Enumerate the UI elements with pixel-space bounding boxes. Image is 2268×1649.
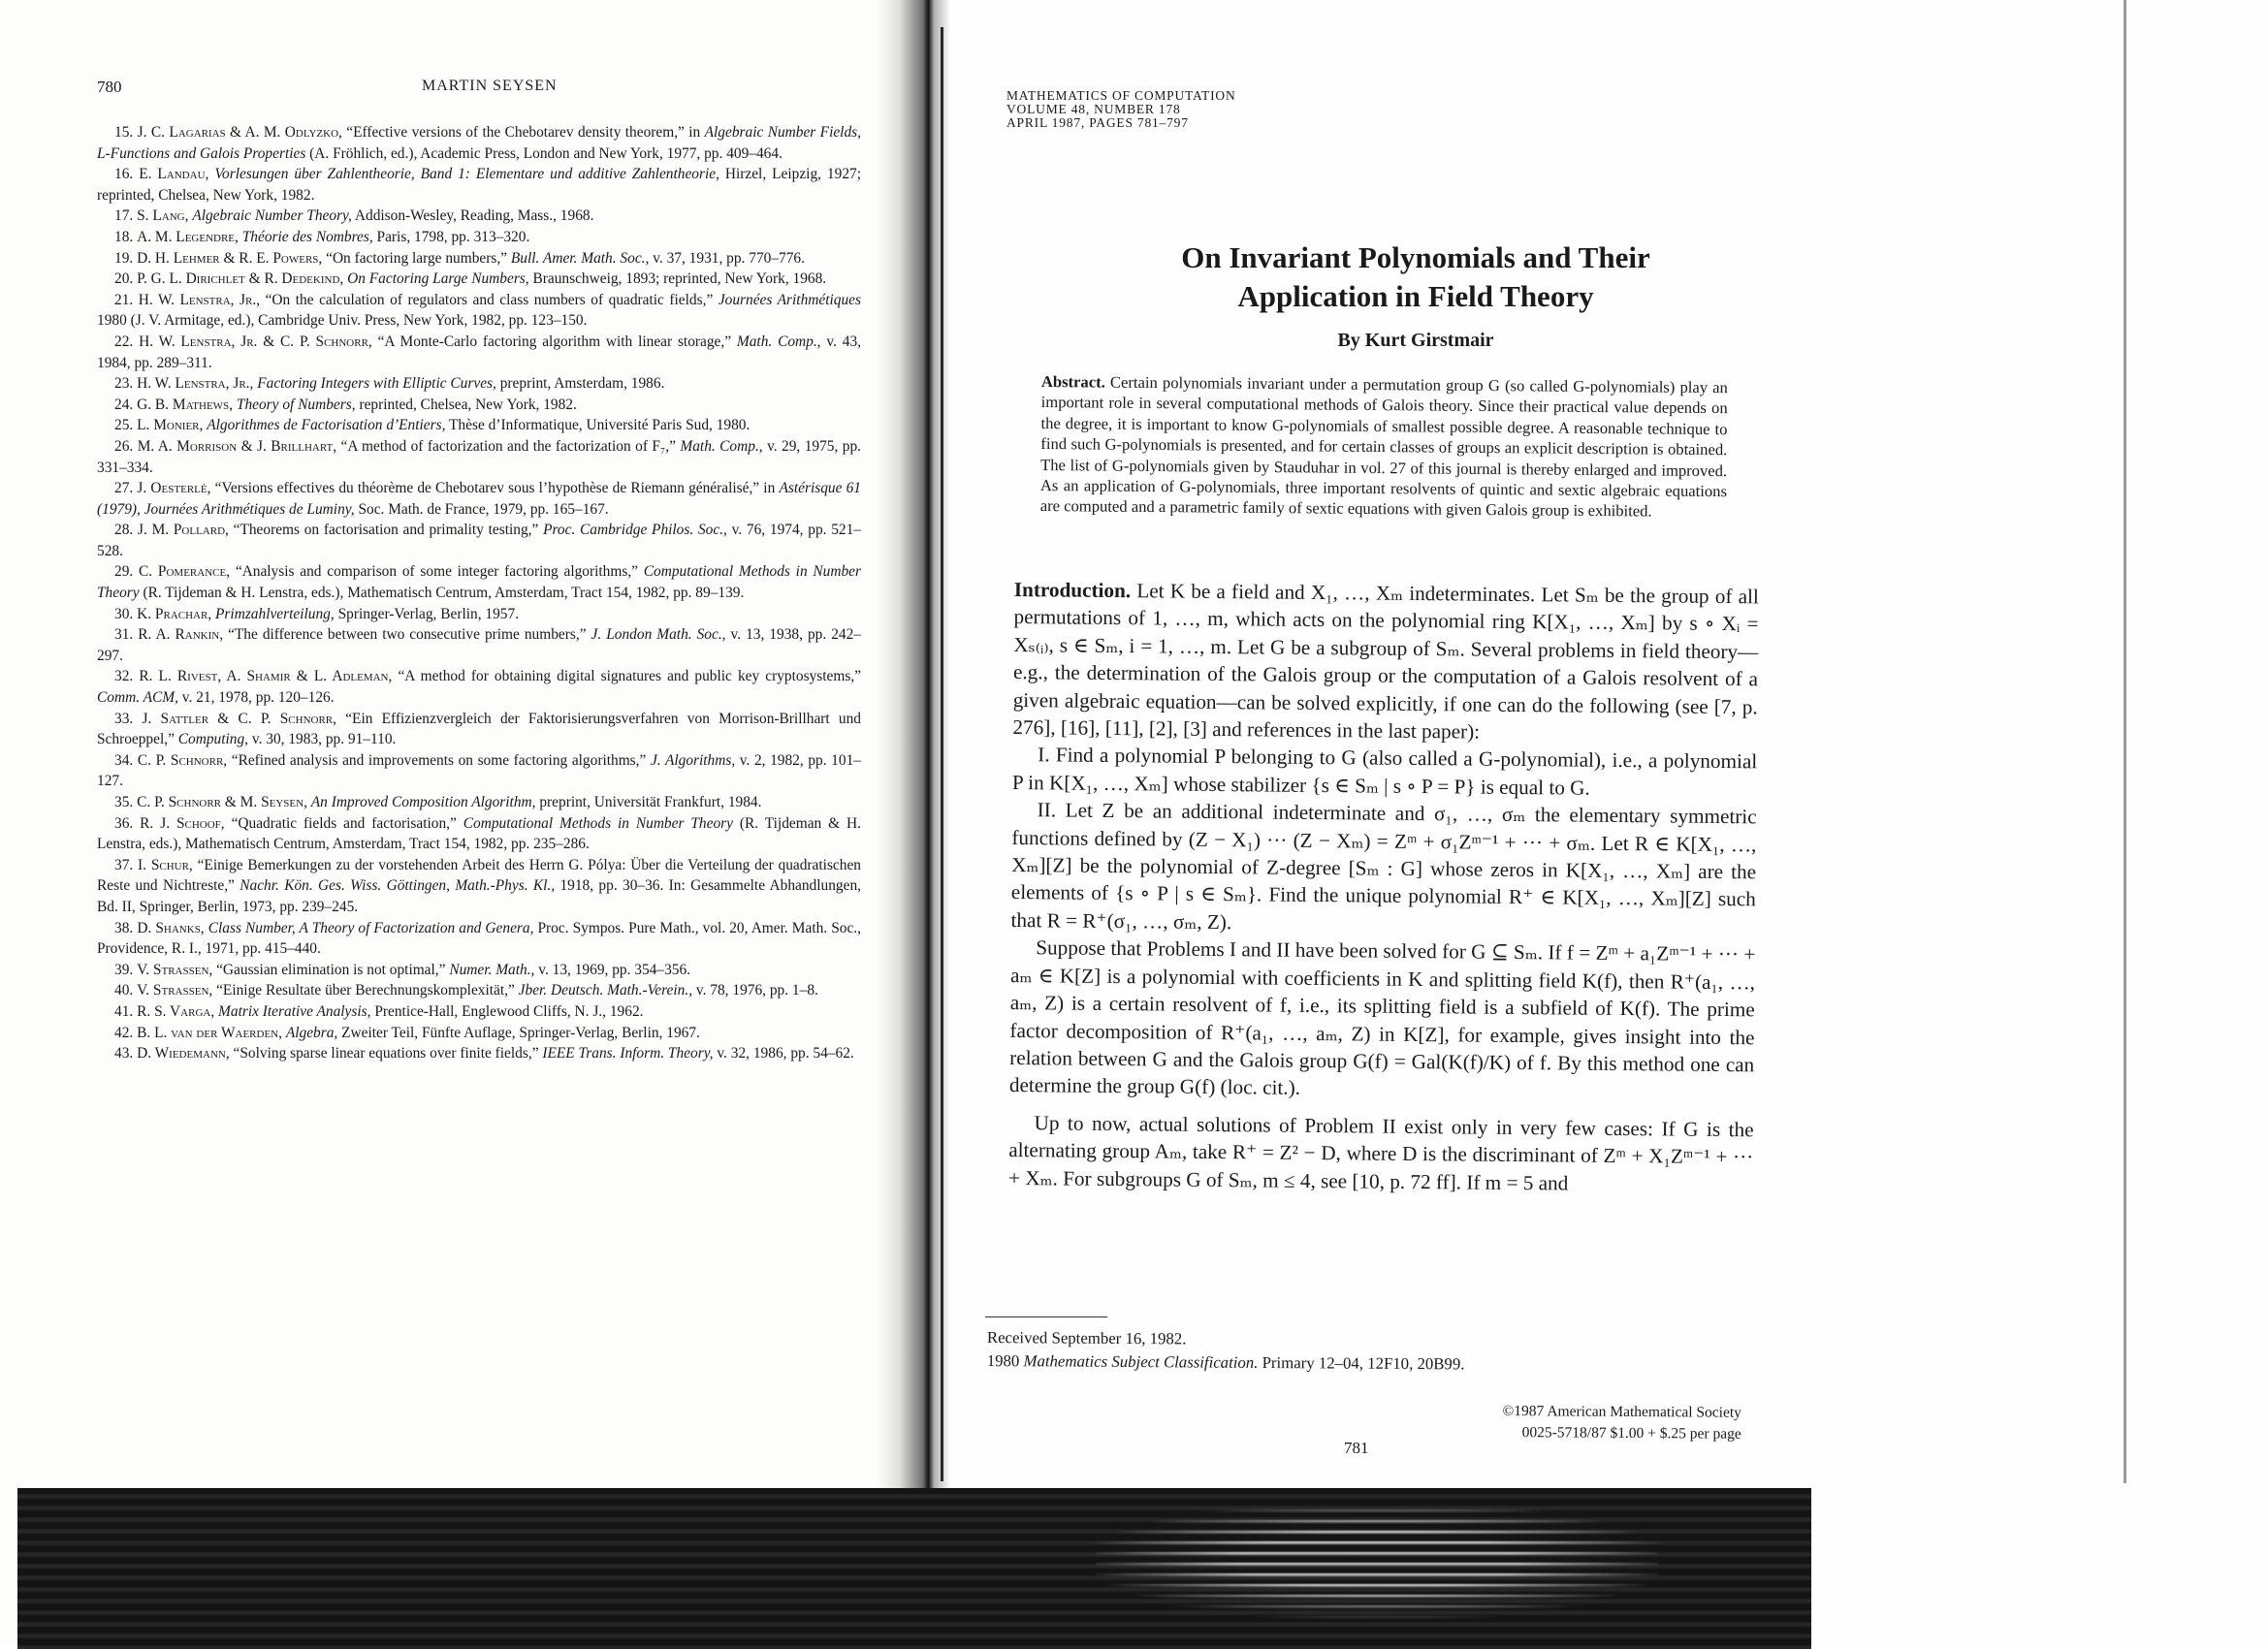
reference-item [97,855,861,918]
reference-text: “Analysis and comparison of some integer factoring algorithms,” [230,563,644,581]
reference-item [97,750,861,792]
reference-details: Braunschweig, 1893; reprinted, New York, 1968. [528,270,827,288]
reference-source: Class Number, A Theory of Factorization and Genera, [208,919,534,936]
footnote-msc-codes: Primary 12–04, 12F10, 20B99. [1258,1352,1465,1374]
reference-authors: D. H. Lehmer & R. E. Powers, [137,249,323,267]
reference-details: v. 43, 1984, pp. 289–311. [97,333,861,371]
reference-source: Vorlesungen über Zahlentheorie, Band 1: Elementare und additive Zahlentheorie, [214,166,719,183]
reference-source: Journées Arithmétiques [718,291,861,308]
reference-number: 26. [114,437,134,455]
reference-text: “Versions effectives du théorème de Chebotarev sous l’hypothèse de Riemann généralisé,” in [210,480,780,497]
reference-item [97,960,861,981]
reference-authors: J. M. Pollard, [138,522,229,539]
reference-authors: V. Strassen, [137,961,213,978]
reference-number: 20. [114,270,134,288]
reference-text: “Theorems on factorisation and primality testing,” [228,522,544,539]
reference-item [97,1001,861,1023]
reference-number: 34. [114,751,134,769]
reference-item [97,1043,861,1064]
journal-info [1006,89,1236,130]
reference-source: Matrix Iterative Analysis, [218,1002,371,1020]
right-page-number: 781 [1344,1439,1369,1457]
reference-details: Springer-Verlag, Berlin, 1957. [334,605,520,622]
paper-title-line-1: On Invariant Polynomials and Their [1181,240,1650,274]
reference-item [97,227,861,248]
reference-authors: V. Strassen, [137,982,213,999]
left-page [0,0,921,1644]
reference-number: 43. [114,1045,134,1062]
reference-source: An Improved Composition Algorithm, [310,794,536,810]
footnote-msc-year: 1980 [986,1351,1024,1371]
reference-details: (R. Tijdeman & H. Lenstra, eds.), Mathematisch Centrum, Amsterdam, Tract 154, 1982, pp. 235–286. [97,814,861,853]
reference-details: v. 13, 1938, pp. 242–297. [97,626,861,664]
paragraph-problem-ii: II. Let Z be an additional indeterminate and σ₁, …, σₘ the elementary symmetric functions defined by (Z − X₁) ··· (Z − Xₘ) = Zᵐ + σ₁Zᵐ⁻¹ + ··· + σₘ. Let R ∈ K[X₁, …, Xₘ][Z] be the polynomial of Z-degree [Sₘ : G] whose zeros in K[X₁, …, Xₘ] are the elements of {s ∘ P | s ∈ Sₘ}. Find the unique polynomial R⁺ ∈ K[X₁, …, Xₘ][Z] such that R = R⁺(σ₁, …, σₘ, Z). [1010,798,1757,935]
reference-number: 25. [114,417,134,434]
reference-authors: D. Shanks, [137,919,205,936]
abstract-label: Abstract. [1040,371,1105,392]
reference-item [97,980,861,1001]
reference-text: “Solving sparse linear equations over finite fields,” [229,1045,543,1062]
reference-authors: H. W. Lenstra, Jr., [138,291,261,308]
reference-authors: C. P. Schnorr, [137,751,228,769]
abstract [1040,371,1728,523]
reference-source: Primzahlverteilung, [215,605,335,622]
reference-source: Comm. ACM, [97,689,178,707]
reference-details: Soc. Math. de France, 1979, pp. 165–167. [354,500,609,518]
reference-text: “A method of factorization and the factorization of F₇,” [336,437,681,455]
reference-details: Addison-Wesley, Reading, Mass., 1968. [351,207,594,225]
reference-authors: H. W. Lenstra, Jr., [137,375,254,393]
reference-item [97,248,861,270]
reference-authors: P. G. L. Dirichlet & R. Dedekind, [137,270,344,288]
reference-details: v. 37, 1931, pp. 770–776. [649,249,805,267]
reference-source: Math. Comp., [680,437,763,455]
reference-details: Thèse d’Informatique, Université Paris Sud, 1980. [445,417,751,434]
book-gutter-shadow [878,0,950,1493]
reference-number: 31. [114,626,134,644]
reference-details: v. 32, 1986, pp. 54–62. [713,1045,854,1062]
reference-text: “The difference between two consecutive prime numbers,” [223,626,591,644]
reference-text: “Effective versions of the Chebotarev density theorem,” in [341,124,705,141]
paragraph-resolvent: Suppose that Problems I and II have been solved for G ⊆ Sₘ. If f = Zᵐ + a₁Zᵐ⁻¹ + ··· + aₘ ∈ K[Z] is a polynomial with coefficients in K and splitting field K(f), then R⁺(a₁, …, aₘ, Z) is a certain resolvent of f, i.e., its splitting field is a subfield of K(f). The prime factor decomposition of R⁺(a₁, …, aₘ, Z) in K[Z], for example, gives insight into the relation between G and the Galois group G(f) = Gal(K(f)/K) of f. By this method one can determine the group G(f) (loc. cit.). [1008,935,1756,1100]
reference-number: 37. [114,856,134,873]
reference-number: 22. [114,333,134,350]
reference-item [97,436,861,478]
reference-item [97,561,861,603]
reference-authors: B. L. van der Waerden, [137,1024,282,1041]
copyright-society: ©1987 American Mathematical Society [1502,1403,1741,1421]
page-spine-edge [941,27,943,1481]
reference-item [97,122,861,164]
reference-authors: S. Lang, [137,207,189,225]
introduction-heading: Introduction. [1013,577,1132,603]
reference-source: Computing, [177,731,249,748]
footnote-msc [985,1349,1664,1378]
reference-item [97,290,861,332]
reference-details: v. 21, 1978, pp. 120–126. [177,689,335,707]
copyright-notice [1358,1400,1741,1444]
reference-item [97,269,861,290]
reference-authors: H. W. Lenstra, Jr. & C. P. Schnorr, [139,333,372,350]
reference-text: “Einige Bemerkungen zu der vorstehenden Arbeit des Herrn G. Pólya: Über die Verteilung der quadratischen Reste und Nichtreste,” [97,856,861,895]
reference-source: IEEE Trans. Inform. Theory, [542,1045,714,1062]
reference-item [97,520,861,561]
reference-details: (A. Fröhlich, ed.), Academic Press, London and New York, 1977, pp. 409–464. [305,144,783,162]
reference-authors: D. Wiedemann, [137,1045,230,1062]
reference-item [97,709,861,750]
reference-source: Proc. Cambridge Philos. Soc., [543,522,727,539]
reference-number: 41. [114,1002,134,1020]
reference-details: Proc. Sympos. Pure Math., vol. 20, Amer. Math. Soc., Providence, R. I., 1971, pp. 415–440. [97,919,861,958]
reference-authors: M. A. Morrison & J. Brillhart, [137,437,337,455]
running-head-author: MARTIN SEYSEN [422,78,558,94]
reference-authors: I. Schur, [138,856,193,873]
reference-item [97,666,861,708]
reference-authors: C. Pomerance, [139,563,231,581]
reference-text: “Ein Effizienzvergleich der Faktorisierungsverfahren von Morrison-Brillhart und Schroeppel,” [97,710,861,748]
paragraph-text: Let K be a field and X₁, …, Xₘ indeterminates. Let Sₘ be the group of all permutations of 1, …, m, which acts on the polynomial ring K[X₁, …, Xₘ] by s ∘ Xᵢ = Xₛ₍ᵢ₎, s ∈ Sₘ, i = 1, …, m. Let G be a subgroup of Sₘ. Several problems in field theory—e.g., the determination of the Galois group or the computation of a Galois resolvent of a given algebraic equation—can be solved explicitly, if one can do the following (see [7, p. 276], [16], [11], [2], [3] and references in the last paper): [1012,579,1759,744]
reference-source: Astérisque 61 (1979), Journées Arithmétiques de Luminy, [97,480,861,518]
reference-number: 18. [114,228,134,245]
footnote-msc-label: Mathematics Subject Classification. [1023,1351,1259,1372]
reference-source: Algorithmes de Factorisation d’Entiers, [207,417,446,434]
journal-name: MATHEMATICS OF COMPUTATION [1006,88,1236,103]
reference-number: 15. [114,124,134,141]
reference-text: “Einige Resultate über Berechnungskomplexität,” [212,982,519,999]
reference-number: 38. [114,919,134,936]
scanner-glare [1096,1503,1658,1619]
reference-item [97,792,861,813]
paper-title-line-2: Application in Field Theory [1237,279,1594,313]
reference-authors: E. Landau, [139,166,209,183]
reference-details: preprint, Universität Frankfurt, 1984. [535,794,762,810]
reference-source: Théorie des Nombres, [241,228,373,245]
footnote-received: Received September 16, 1982. [986,1328,1187,1348]
reference-authors: C. P. Schnorr & M. Seysen, [137,794,307,810]
reference-text: “On factoring large numbers,” [322,249,511,267]
introduction-body [1008,576,1759,1198]
reference-source: Algebraic Number Fields, L-Functions and Galois Properties [97,124,861,162]
reference-text: “Quadratic fields and factorisation,” [224,814,463,832]
reference-source: J. Algorithms, [650,751,736,769]
reference-list [97,122,861,1064]
reference-number: 30. [114,605,134,622]
reference-details: Prentice-Hall, Englewood Cliffs, N. J., 1962. [370,1002,644,1020]
reference-item [97,164,861,206]
reference-number: 17. [114,207,134,225]
reference-item [97,1023,861,1044]
reference-authors: K. Prachar, [137,605,212,622]
reference-number: 29. [114,563,134,581]
reference-authors: R. A. Rankin, [138,626,224,644]
reference-number: 23. [114,375,134,393]
copyright-price: 0025-5718/87 $1.00 + $.25 per page [1521,1423,1741,1443]
reference-authors: J. Oesterlé, [137,480,211,497]
reference-source: Numer. Math., [449,961,535,978]
reference-details: v. 76, 1974, pp. 521–528. [97,522,862,559]
paragraph-problem-i: I. Find a polynomial P belonging to G (also called a G-polynomial), i.e., a polynomial P in K[X₁, …, Xₘ] whose stabilizer {s ∈ Sₘ | s ∘ P = P} is equal to G. [1011,743,1758,800]
reference-number: 35. [114,794,134,810]
reference-number: 42. [114,1024,134,1041]
reference-item [97,373,861,395]
right-page [921,0,2268,1644]
reference-details: Zweiter Teil, Fünfte Auflage, Springer-Verlag, Berlin, 1967. [337,1024,700,1041]
reference-text: “Refined analysis and improvements on some factoring algorithms,” [227,751,651,769]
reference-item [97,415,861,436]
reference-item [97,206,861,227]
reference-details: Hirzel, Leipzig, 1927; reprinted, Chelsea, New York, 1982. [97,166,861,204]
footnotes [985,1326,1664,1378]
reference-source: Math. Comp., [736,333,821,350]
reference-number: 16. [114,166,134,183]
reference-item [97,478,861,520]
journal-volume: VOLUME 48, NUMBER 178 [1006,102,1181,116]
reference-item [97,813,861,855]
reference-text: “On the calculation of regulators and class numbers of quadratic fields,” [260,291,719,308]
paragraph-known-cases: Up to now, actual solutions of Problem II exist only in very few cases: If G is the alternating group Aₘ, take R⁺ = Z² − D, where D is the discriminant of Zᵐ + X₁Zᵐ⁻¹ + ··· + Xₘ. For subgroups G of Sₘ, m ≤ 4, see [10, p. 72 ff]. If m = 5 and [1007,1110,1754,1195]
reference-details: preprint, Amsterdam, 1986. [495,375,665,393]
reference-source: Nachr. Kön. Ges. Wiss. Göttingen, Math.-Phys. Kl., [240,877,556,895]
reference-number: 27. [114,480,134,497]
reference-item [97,395,861,416]
reference-source: J. London Math. Soc., [591,626,726,644]
reference-details: v. 2, 1982, pp. 101–127. [97,751,861,790]
reference-item [97,332,861,373]
reference-authors: R. L. Rivest, A. Shamir & L. Adleman, [139,668,393,685]
reference-details: 1918, pp. 30–36. In: Gesammelte Abhandlungen, Bd. II, Springer, Berlin, 1973, pp. 239–245. [97,877,861,915]
abstract-text: Certain polynomials invariant under a permutation group G (so called G-polynomials) play an important role in several computational methods of Galois theory. Since their practical value depends on the degree, it is important to know G-polynomials of smallest possible degree. A reasonable technique to find such G-polynomials is presented, and for certain classes of groups an explicit description is obtained. The list of G-polynomials given by Stauduhar in vol. 27 of this journal is thereby enlarged and improved. As an application of G-polynomials, three important resolvents of quintic and sextic algebraic equations are computed and a parametric family of sextic equations with given Galois group is exhibited. [1039,372,1728,521]
reference-authors: R. S. Varga, [137,1002,215,1020]
reference-item [97,918,861,960]
reference-source: Jber. Deutsch. Math.-Verein., [518,982,693,999]
reference-source: Factoring Integers with Elliptic Curves, [257,375,496,393]
reference-details: v. 29, 1975, pp. 331–334. [97,437,861,476]
reference-number: 28. [114,522,134,539]
reference-authors: J. Sattler & C. P. Schnorr, [142,710,336,727]
reference-authors: J. C. Lagarias & A. M. Odlyzko, [137,124,342,141]
paper-title [1125,238,1707,316]
reference-source: Algebra, [285,1024,338,1041]
reference-source: Algebraic Number Theory, [192,207,352,225]
reference-details: v. 30, 1983, pp. 91–110. [248,731,397,748]
reference-number: 24. [114,396,134,413]
reference-source: Theory of Numbers, [236,396,356,413]
reference-number: 40. [114,982,134,999]
reference-authors: A. M. Legendre, [137,228,239,245]
journal-date-pages: APRIL 1987, PAGES 781–797 [1006,115,1189,130]
reference-authors: L. Monier, [137,417,204,434]
paper-author: By Kurt Girstmair [1337,330,1494,351]
reference-number: 33. [114,710,134,727]
reference-authors: R. J. Schoof, [140,814,225,832]
reference-number: 32. [114,668,134,685]
paragraph-intro [1012,576,1759,748]
reference-authors: G. B. Mathews, [137,396,234,413]
reference-details: 1980 (J. V. Armitage, ed.), Cambridge Univ. Press, New York, 1982, pp. 123–150. [97,312,588,330]
reference-details: (R. Tijdeman & H. Lenstra, eds.), Mathematisch Centrum, Amsterdam, Tract 154, 1982, pp. 89–139. [139,585,745,602]
reference-number: 21. [114,291,134,308]
reference-source: On Factoring Large Numbers, [347,270,529,288]
reference-number: 39. [114,961,134,978]
reference-details: v. 13, 1969, pp. 354–356. [534,961,691,978]
reference-source: Bull. Amer. Math. Soc., [510,249,650,267]
reference-number: 19. [114,249,134,267]
reference-item [97,604,861,625]
reference-details: reprinted, Chelsea, New York, 1982. [355,396,577,413]
reference-item [97,624,861,666]
reference-details: v. 78, 1976, pp. 1–8. [692,982,818,999]
reference-source: Computational Methods in Number Theory [463,814,733,832]
reference-text: “A method for obtaining digital signatures and public key cryptosystems,” [392,668,861,685]
footnote-rule [985,1316,1107,1317]
reference-text: “Gaussian elimination is not optimal,” [212,961,450,978]
reference-details: Paris, 1798, pp. 313–320. [372,228,530,245]
left-page-number: 780 [97,78,122,96]
reference-number: 36. [114,814,134,832]
reference-text: “A Monte-Carlo factoring algorithm with linear storage,” [371,333,737,350]
page-right-edge [2124,0,2126,1483]
reference-source: Computational Methods in Number Theory [97,563,862,602]
